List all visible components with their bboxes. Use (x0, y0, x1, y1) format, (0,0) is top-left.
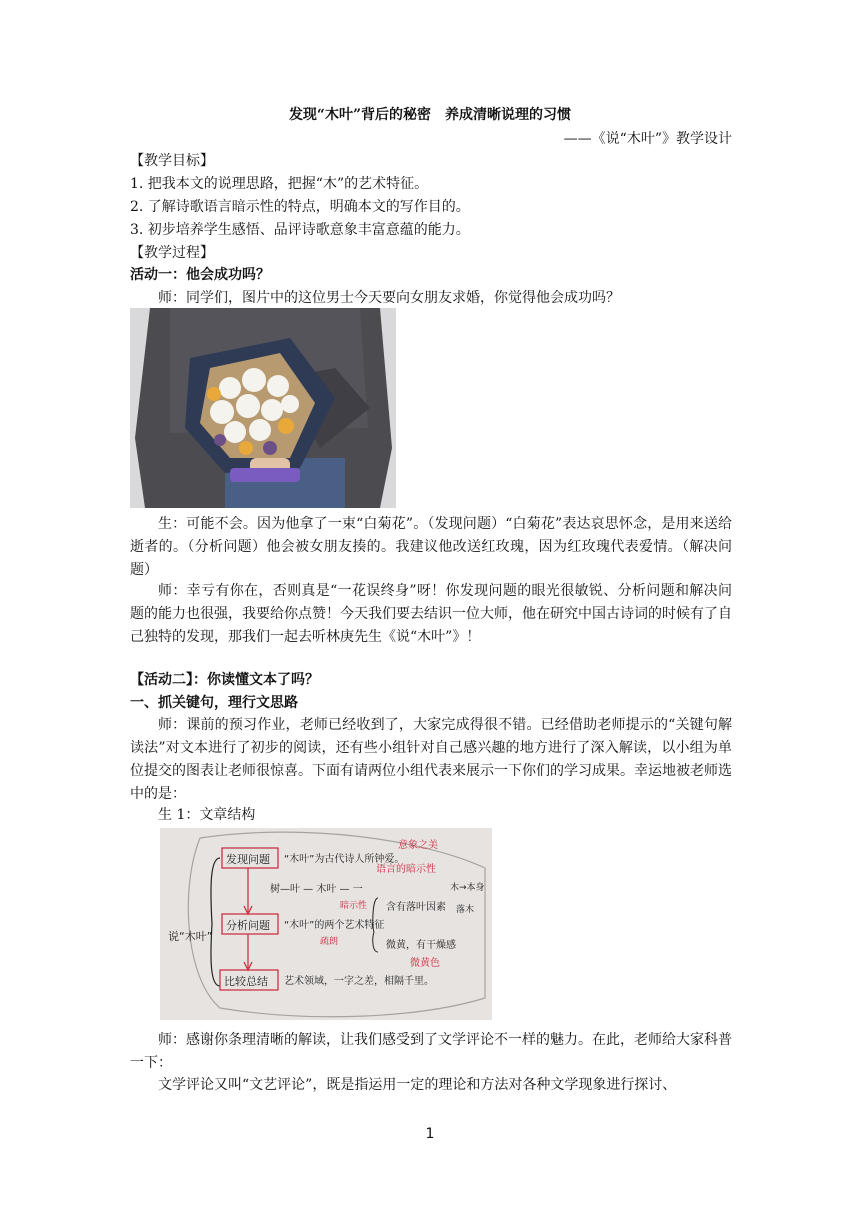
svg-text:“木叶”的两个艺术特征: “木叶”的两个艺术特征 (284, 920, 385, 931)
svg-text:疏朗: 疏朗 (320, 937, 339, 947)
student1-label: 生 1：文章结构 (158, 807, 256, 823)
svg-text:树—叶 — 木叶 — 一: 树—叶 — 木叶 — 一 (270, 884, 363, 895)
svg-text:“木叶”为古代诗人所钟爱。: “木叶”为古代诗人所钟爱。 (284, 854, 405, 865)
goals-heading: 【教学目标】 (130, 153, 214, 169)
structure-diagram (160, 828, 492, 1020)
svg-text:含有落叶因素: 含有落叶因素 (386, 902, 446, 913)
svg-text:发现问题: 发现问题 (226, 853, 270, 866)
bouquet-photo (130, 308, 396, 508)
teacher-thanks: 师：感谢你条理清晰的解读，让我们感受到了文学评论不一样的魅力。在此，老师给大家科普一下： (130, 1032, 732, 1071)
svg-text:语言的暗示性: 语言的暗示性 (376, 864, 436, 875)
svg-text:意象之美: 意象之美 (398, 840, 438, 851)
svg-text:分析问题: 分析问题 (226, 919, 270, 932)
svg-text:比较总结: 比较总结 (224, 975, 268, 988)
document-title: 发现“木叶”背后的秘密 养成清晰说理的习惯 (288, 107, 572, 123)
goal-item-3: 3. 初步培养学生感悟、品评诗歌意象丰富意蕴的能力。 (130, 222, 470, 238)
activity1-student-answer: 生：可能不会。因为他拿了一束“白菊花”。（发现问题）“白菊花”表达哀思怀念，是用来送给逝者的。（分析问题）他会被女朋友揍的。我建议他改送红玫瑰，因为红玫瑰代表爱情。（解决问题） (130, 516, 732, 578)
activity2-teacher-intro: 师：课前的预习作业，老师已经收到了，大家完成得很不错。已经借助老师提示的“关键句解读法”对文本进行了初步的阅读，还有些小组针对自己感兴趣的地方进行了深入解读，以小组为单位提交的图表让老师很惊喜。下面有请两位小组代表来展示一下你们的学习成果。幸运地被老师选中的是： (130, 717, 732, 802)
activity2-heading-text: ：你读懂文本了吗？ (193, 672, 319, 688)
activity1-teacher-question: 师：同学们，图片中的这位男士今天要向女朋友求婚，你觉得他会成功吗？ (158, 290, 620, 306)
activity1-heading: 活动一：他会成功吗？ (130, 267, 270, 283)
svg-text:暗示性: 暗示性 (340, 901, 368, 911)
sketch-root: 说“木叶” (168, 930, 213, 943)
activity2-heading (130, 669, 732, 691)
goal-item-2: 2. 了解诗歌语言暗示性的特点，明确本文的写作目的。 (130, 199, 470, 215)
svg-text:落木: 落木 (456, 905, 475, 915)
svg-text:艺术领域，一字之差，相隔千里。: 艺术领域，一字之差，相隔千里。 (284, 976, 434, 987)
svg-text:木→本身: 木→本身 (450, 883, 485, 893)
bouquet-illustration (130, 308, 396, 508)
svg-text:微黄色: 微黄色 (410, 958, 440, 969)
page-number: 1 (425, 1126, 435, 1142)
svg-text:微黄，有干燥感: 微黄，有干燥感 (386, 940, 456, 951)
activity2-heading-label: 【活动二】 (130, 672, 193, 688)
activity1-teacher-response: 师：幸亏有你在，否则真是“一花误终身”呀！你发现问题的眼光很敏锐、分析问题和解决问题的能力也很强，我要给你点赞！今天我们要去结识一位大师，他在研究中国古诗词的时候有了自己独特的发现，那我们一起去听林庚先生《说“木叶”》！ (130, 583, 732, 645)
process-heading: 【教学过程】 (130, 245, 214, 261)
literary-criticism-definition: 文学评论又叫“文艺评论”，既是指运用一定的理论和方法对各种文学现象进行探讨、 (158, 1077, 677, 1093)
document-subtitle: ——《说“木叶”》教学设计 (563, 131, 732, 147)
goal-item-1: 1. 把我本文的说理思路，把握“木”的艺术特征。 (130, 176, 429, 192)
structure-sketch (160, 828, 492, 1020)
section-heading: 一、抓关键句，理行文思路 (130, 695, 298, 711)
